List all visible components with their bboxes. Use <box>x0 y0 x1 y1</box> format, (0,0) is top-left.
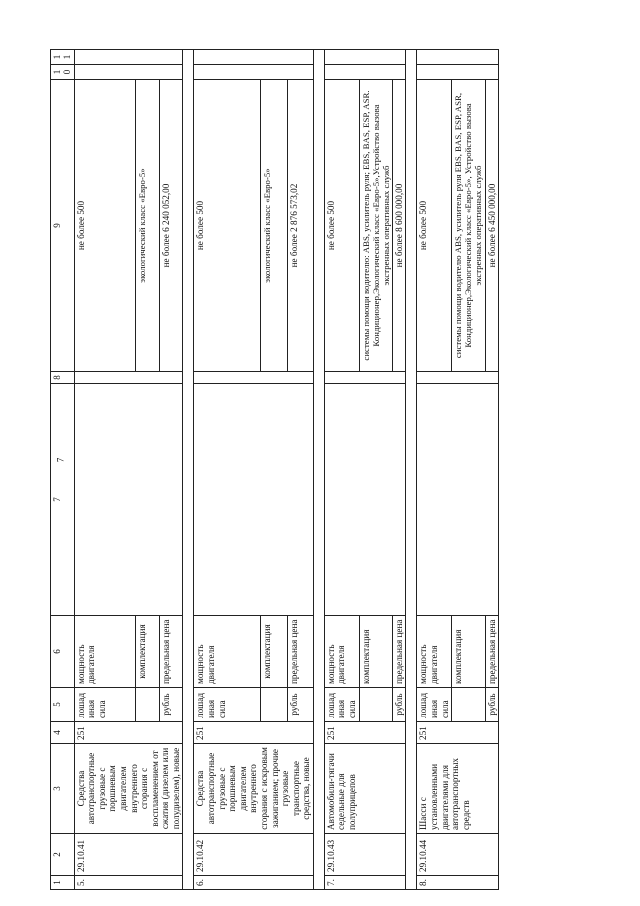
characteristic-cell: мощность двигателя <box>417 616 452 688</box>
value-cell: не более 6 240 052,00 <box>159 80 183 372</box>
table-row <box>74 50 135 890</box>
characteristic-cell: комплектация <box>452 616 485 688</box>
header-cell: 4 <box>51 722 75 744</box>
value-cell: не более 6 450 000,00 <box>485 80 499 372</box>
empty-cell <box>74 384 183 616</box>
header-cell: 9 <box>51 80 75 372</box>
table-row <box>417 50 452 890</box>
item-name: Средства автотранспортные грузовые с поршневым двигателем внутреннего сгорания с воспламенением от сжатия (дизелем или полудизелем), новые <box>74 744 183 834</box>
okpd-code: 29.10.43 <box>324 834 406 876</box>
table-row <box>194 50 261 890</box>
rotated-table-container <box>50 50 565 890</box>
value-cell: не более 500 <box>417 80 452 372</box>
empty-cell <box>324 50 406 65</box>
empty-cell <box>324 65 406 80</box>
unit-cell: лошадиная сила <box>324 688 359 722</box>
empty-cell <box>74 372 183 384</box>
header-cell: 2 <box>51 834 75 876</box>
row-number: 7. <box>324 876 406 890</box>
header-cell: 11 <box>51 50 75 65</box>
characteristic-cell: предельная цена <box>485 616 499 688</box>
characteristic-cell: комплектация <box>359 616 392 688</box>
header-cell: 8 <box>51 372 75 384</box>
item-name: Шасси с установленными двигателями для автотранспортных средств <box>417 744 499 834</box>
unit-cell: рубль <box>159 688 183 722</box>
unit-cell: лошадиная сила <box>417 688 452 722</box>
spacer-row <box>313 50 324 890</box>
empty-cell <box>417 65 499 80</box>
spacer-cell <box>406 50 417 890</box>
unit-cell: рубль <box>485 688 499 722</box>
value-cell: не более 2 876 573,02 <box>287 80 313 372</box>
unit-cell <box>359 688 392 722</box>
okpd-code: 29.10.41 <box>74 834 183 876</box>
spacer-cell <box>313 50 324 890</box>
header-cell: 3 <box>51 744 75 834</box>
table-row <box>324 50 359 890</box>
characteristic-cell: мощность двигателя <box>324 616 359 688</box>
unit-cell <box>261 688 287 722</box>
characteristic-cell: комплектация <box>135 616 159 688</box>
okei-code: 251 <box>74 722 183 744</box>
empty-cell <box>194 50 313 65</box>
header-cell: 6 <box>51 616 75 688</box>
header-cell: 5 <box>51 688 75 722</box>
characteristic-cell: комплектация <box>261 616 287 688</box>
header-row <box>51 50 75 890</box>
header-cell: 7 <box>51 384 75 616</box>
empty-cell <box>194 372 313 384</box>
header-cell: 10 <box>51 65 75 80</box>
unit-cell: рубль <box>287 688 313 722</box>
spacer-row <box>183 50 194 890</box>
row-number: 5. <box>74 876 183 890</box>
row-number: 6. <box>194 876 313 890</box>
spacer-cell <box>183 50 194 890</box>
empty-cell <box>194 384 313 616</box>
characteristics-table <box>50 49 499 890</box>
value-cell: системы помощи водителю ABS, усилитель руля EBS, BAS, ESP, ASR, Кондиционер,Экологический класс «Евро-5», Устройство вызова экстренных оперативных служб <box>452 80 485 372</box>
unit-cell: лошадиная сила <box>194 688 261 722</box>
empty-cell <box>194 65 313 80</box>
empty-cell <box>74 65 183 80</box>
page-number: 7 <box>55 457 66 463</box>
value-cell: системы помощи водителю: ABS, усилитель руля; EBS, BAS, ESP, ASR. Кондиционер,Экологический класс «Евро-5»,Устройство вызова экстренных оперативных служб <box>359 80 392 372</box>
characteristic-cell: предельная цена <box>287 616 313 688</box>
value-cell: не более 500 <box>74 80 135 372</box>
unit-cell <box>135 688 159 722</box>
characteristic-cell: мощность двигателя <box>194 616 261 688</box>
value-cell: экологический класс «Евро-5» <box>261 80 287 372</box>
unit-cell: лошадиная сила <box>74 688 135 722</box>
unit-cell <box>452 688 485 722</box>
okei-code: 251 <box>324 722 406 744</box>
value-cell: не более 500 <box>324 80 359 372</box>
characteristic-cell: предельная цена <box>392 616 406 688</box>
item-name: Автомобили-тягачи седельные для полуприцепов <box>324 744 406 834</box>
okei-code: 251 <box>194 722 313 744</box>
empty-cell <box>74 50 183 65</box>
empty-cell <box>324 372 406 384</box>
header-cell: 1 <box>51 876 75 890</box>
okpd-code: 29.10.44 <box>417 834 499 876</box>
spacer-row <box>406 50 417 890</box>
okpd-code: 29.10.42 <box>194 834 313 876</box>
okei-code: 251 <box>417 722 499 744</box>
row-number: 8. <box>417 876 499 890</box>
empty-cell <box>417 50 499 65</box>
value-cell: не более 500 <box>194 80 261 372</box>
value-cell: экологический класс «Евро-5» <box>135 80 159 372</box>
characteristic-cell: предельная цена <box>159 616 183 688</box>
document-frame <box>50 50 565 890</box>
value-cell: не более 8 600 000,00 <box>392 80 406 372</box>
item-name: Средства автотранспортные грузовые с поршневым двигателем внутреннего сгорания с искровым зажиганием; прочие грузовые транспортные средства, новые <box>194 744 313 834</box>
empty-cell <box>417 384 499 616</box>
unit-cell: рубль <box>392 688 406 722</box>
empty-cell <box>324 384 406 616</box>
empty-cell <box>417 372 499 384</box>
characteristic-cell: мощность двигателя <box>74 616 135 688</box>
